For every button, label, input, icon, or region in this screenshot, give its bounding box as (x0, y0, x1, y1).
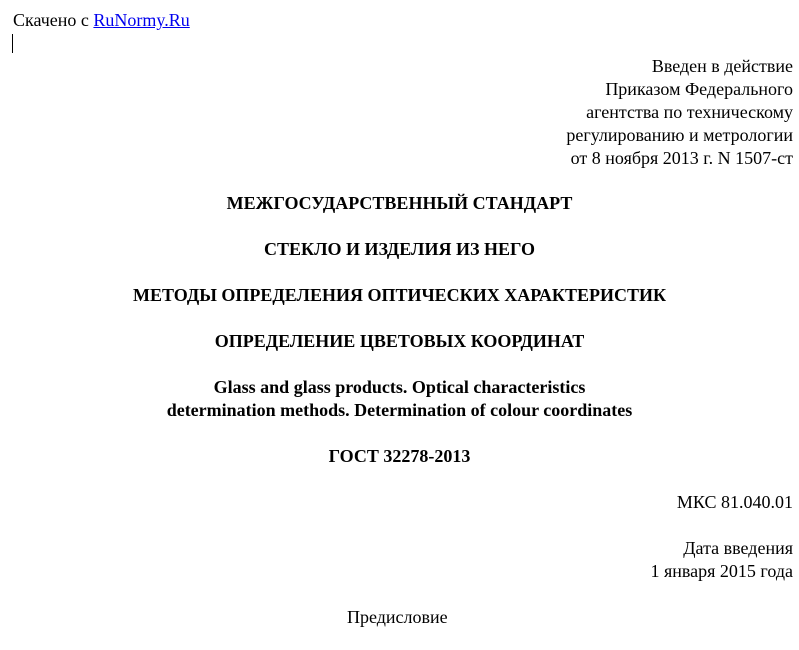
source-site-link[interactable]: RuNormy.Ru (93, 10, 190, 30)
foreword-heading: Предисловие (347, 607, 448, 627)
text-cursor (12, 34, 13, 53)
standard-designation: ГОСТ 32278-2013 (328, 446, 471, 466)
part-title: ОПРЕДЕЛЕНИЕ ЦВЕТОВЫХ КООРДИНАТ (214, 331, 585, 351)
approval-line-4: регулированию и метрологии (566, 125, 793, 145)
approval-line-2: Приказом Федерального (605, 79, 793, 99)
subject-title: СТЕКЛО И ИЗДЕЛИЯ ИЗ НЕГО (264, 239, 535, 259)
methods-title: МЕТОДЫ ОПРЕДЕЛЕНИЯ ОПТИЧЕСКИХ ХАРАКТЕРИСТИК (132, 285, 667, 305)
approval-line-3: агентства по техническому (586, 102, 793, 122)
standard-type-title: МЕЖГОСУДАРСТВЕННЫЙ СТАНДАРТ (226, 193, 573, 213)
approval-line-5: от 8 ноября 2013 г. N 1507-ст (570, 148, 793, 168)
approval-line-1: Введен в действие (651, 56, 793, 76)
english-title-line-1: Glass and glass products. Optical characteristics (213, 377, 586, 397)
download-source-prefix: Скачено с (13, 10, 94, 30)
download-source-line (13, 9, 190, 32)
mks-classification: МКС 81.040.01 (676, 492, 793, 512)
introduction-date-label: Дата введения (683, 538, 793, 558)
english-title-line-2: determination methods. Determination of colour coordinates (166, 400, 633, 420)
introduction-date: 1 января 2015 года (650, 561, 793, 581)
